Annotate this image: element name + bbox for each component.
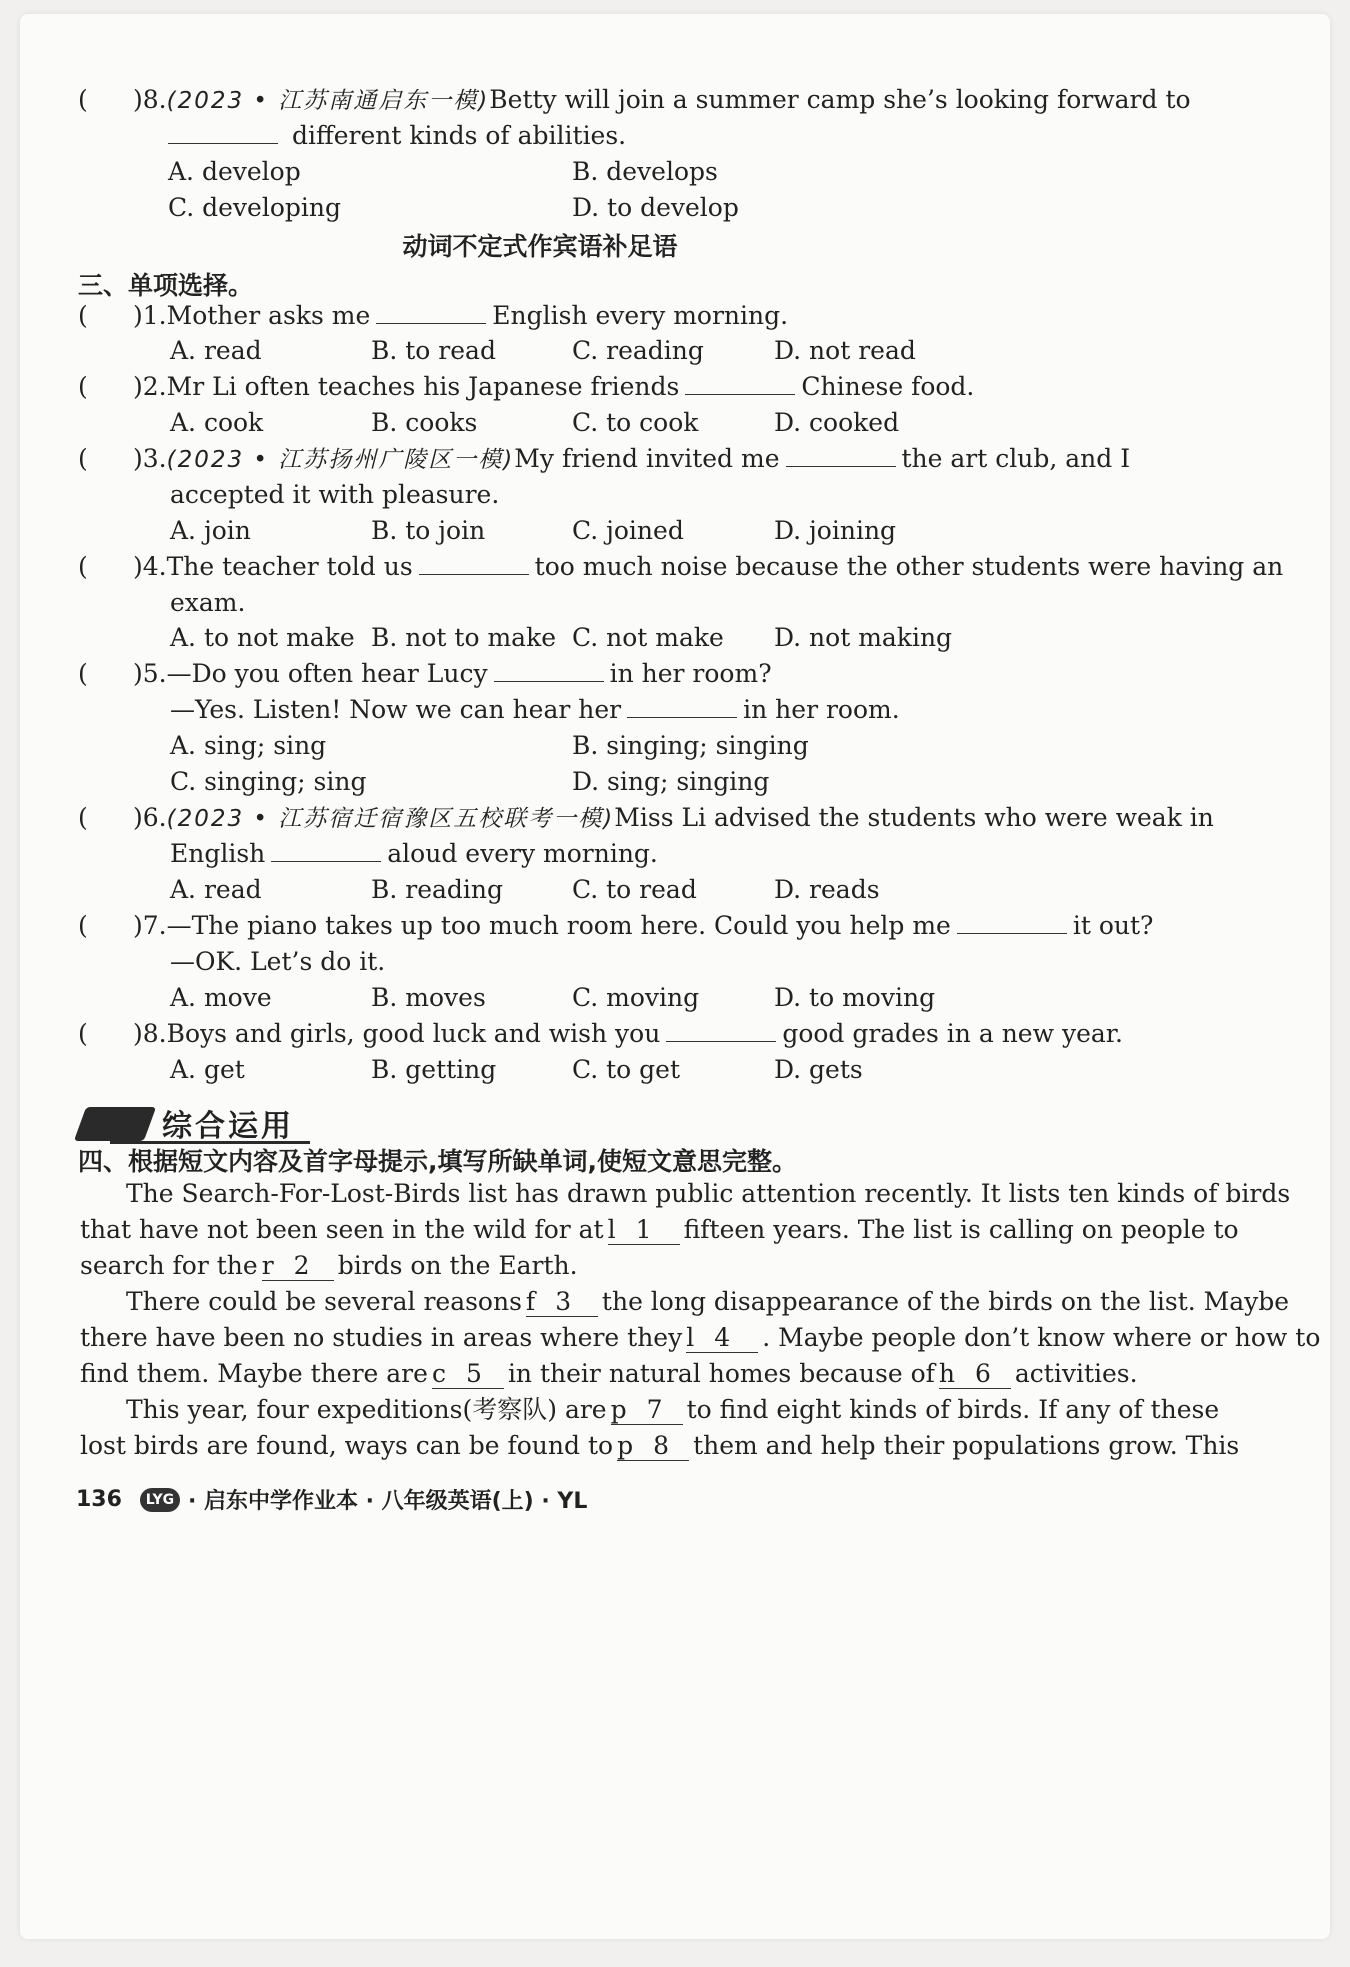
option-c[interactable]: C. not make — [572, 623, 724, 652]
answer-blank-3[interactable]: f 3 — [526, 1288, 598, 1317]
banner-shape — [74, 1107, 156, 1141]
answer-blank-6[interactable]: h 6 — [939, 1360, 1011, 1389]
option-a[interactable]: A. cook — [170, 408, 264, 437]
answer-blank[interactable] — [168, 121, 278, 144]
question-2: )2.Mr Li often teaches his Japanese friends Chinese food. — [133, 372, 975, 401]
passage-p3-line2: lost birds are found, ways can be found to p 8 them and help their populations grow. This — [80, 1431, 1240, 1460]
answer-bracket[interactable]: ( — [78, 444, 88, 473]
question-4: )4.The teacher told us too much noise because the other students were having an — [133, 552, 1284, 581]
section-3-title: 三、单项选择。 — [78, 271, 254, 300]
question-8: )8.Boys and girls, good luck and wish you good grades in a new year. — [133, 1019, 1123, 1048]
option-a[interactable]: A. get — [170, 1055, 245, 1084]
question-3-line2: accepted it with pleasure. — [170, 480, 500, 509]
option-c[interactable]: C. developing — [168, 193, 341, 222]
answer-blank-1[interactable]: l 1 — [608, 1216, 680, 1245]
passage-p1-line2: that have not been seen in the wild for at l 1 fifteen years. The list is calling on people to — [80, 1215, 1239, 1244]
option-b[interactable]: B. to join — [371, 516, 486, 545]
option-a[interactable]: A. read — [170, 336, 262, 365]
answer-blank[interactable] — [376, 301, 486, 324]
question-7: )7.—The piano takes up too much room here. Could you help me it out? — [133, 911, 1154, 940]
option-b[interactable]: B. develops — [572, 157, 718, 186]
option-d[interactable]: D. to develop — [572, 193, 739, 222]
answer-blank[interactable] — [786, 444, 896, 467]
publisher-logo: LYG — [140, 1488, 180, 1512]
answer-blank[interactable] — [494, 659, 604, 682]
option-c[interactable]: C. to get — [572, 1055, 681, 1084]
question-source: (2023 • 江苏扬州广陵区一模) — [166, 447, 515, 473]
option-c[interactable]: C. joined — [572, 516, 684, 545]
question-6-line2: English aloud every morning. — [170, 839, 658, 868]
option-a[interactable]: A. sing; sing — [170, 731, 327, 760]
option-c[interactable]: C. singing; sing — [170, 767, 367, 796]
option-d[interactable]: D. joining — [774, 516, 897, 545]
option-d[interactable]: D. not making — [774, 623, 953, 652]
passage-p2-line2: there have been no studies in areas where they l 4 . Maybe people don’t know where or how to — [80, 1323, 1321, 1352]
answer-bracket[interactable]: ( — [78, 85, 88, 114]
page-number: 136 — [76, 1487, 122, 1512]
answer-blank-4[interactable]: l 4 — [686, 1324, 758, 1353]
question-7-line2: —OK. Let’s do it. — [170, 947, 386, 976]
section-4-title: 四、根据短文内容及首字母提示,填写所缺单词,使短文意思完整。 — [78, 1147, 797, 1176]
option-b[interactable]: B. getting — [371, 1055, 497, 1084]
answer-bracket[interactable]: ( — [78, 1019, 88, 1048]
option-d[interactable]: D. reads — [774, 875, 880, 904]
answer-blank[interactable] — [666, 1019, 776, 1042]
answer-bracket[interactable]: ( — [78, 372, 88, 401]
question-prev-8-line2: different kinds of abilities. — [168, 120, 626, 152]
question-prev-8: )8.(2023 • 江苏南通启东一模)Betty will join a summer camp she’s looking forward to — [133, 85, 1191, 114]
option-b[interactable]: B. to read — [371, 336, 496, 365]
footer-text: · 启东中学作业本 · 八年级英语(上) · YL — [187, 1489, 588, 1514]
passage-p3-line1: This year, four expeditions(考察队) are p 7 to find eight kinds of birds. If any of these — [126, 1395, 1220, 1424]
option-c[interactable]: C. to cook — [572, 408, 699, 437]
answer-blank-8[interactable]: p 8 — [617, 1432, 689, 1461]
answer-blank-7[interactable]: p 7 — [611, 1396, 683, 1425]
question-5-line2: —Yes. Listen! Now we can hear her in her room. — [170, 695, 900, 724]
passage-p1-line3: search for the r 2 birds on the Earth. — [80, 1251, 578, 1280]
topic-title: 动词不定式作宾语补足语 — [402, 232, 678, 261]
answer-bracket[interactable]: ( — [78, 552, 88, 581]
question-source: (2023 • 江苏南通启东一模) — [166, 88, 490, 114]
answer-bracket[interactable]: ( — [78, 911, 88, 940]
option-a[interactable]: A. read — [170, 875, 262, 904]
option-b[interactable]: B. cooks — [371, 408, 478, 437]
answer-bracket[interactable]: ( — [78, 803, 88, 832]
option-d[interactable]: D. cooked — [774, 408, 900, 437]
answer-blank[interactable] — [627, 695, 737, 718]
option-a[interactable]: A. develop — [168, 157, 301, 186]
option-b[interactable]: B. singing; singing — [572, 731, 809, 760]
option-c[interactable]: C. reading — [572, 336, 704, 365]
question-1: )1.Mother asks me English every morning. — [133, 301, 789, 330]
option-d[interactable]: D. gets — [774, 1055, 863, 1084]
banner-title: 综合运用 — [162, 1109, 294, 1144]
option-a[interactable]: A. move — [170, 983, 272, 1012]
option-d[interactable]: D. to moving — [774, 983, 936, 1012]
passage-p2-line3: find them. Maybe there are c 5 in their natural homes because of h 6 activities. — [80, 1359, 1138, 1388]
answer-blank[interactable] — [419, 552, 529, 575]
option-b[interactable]: B. reading — [371, 875, 504, 904]
question-source: (2023 • 江苏宿迁宿豫区五校联考一模) — [166, 806, 615, 832]
option-a[interactable]: A. to not make — [170, 623, 355, 652]
question-6: )6.(2023 • 江苏宿迁宿豫区五校联考一模)Miss Li advised the students who were weak in — [133, 803, 1214, 832]
page-footer — [76, 1484, 587, 1515]
option-c[interactable]: C. moving — [572, 983, 700, 1012]
answer-blank[interactable] — [271, 839, 381, 862]
passage-p1-line1: The Search-For-Lost-Birds list has drawn public attention recently. It lists ten kinds of birds — [126, 1179, 1291, 1208]
option-b[interactable]: B. moves — [371, 983, 486, 1012]
answer-blank-2[interactable]: r 2 — [262, 1252, 334, 1281]
answer-bracket[interactable]: ( — [78, 659, 88, 688]
section-banner — [80, 1099, 310, 1147]
passage-p2-line1: There could be several reasons f 3 the long disappearance of the birds on the list. Maybe — [126, 1287, 1290, 1316]
answer-bracket[interactable]: ( — [78, 301, 88, 330]
question-3: )3.(2023 • 江苏扬州广陵区一模)My friend invited me the art club, and I — [133, 444, 1131, 473]
option-b[interactable]: B. not to make — [371, 623, 557, 652]
question-5: )5.—Do you often hear Lucy in her room? — [133, 659, 772, 688]
option-d[interactable]: D. not read — [774, 336, 916, 365]
worksheet-page — [20, 14, 1330, 1939]
answer-blank-5[interactable]: c 5 — [432, 1360, 504, 1389]
option-d[interactable]: D. sing; singing — [572, 767, 770, 796]
option-c[interactable]: C. to read — [572, 875, 697, 904]
question-4-line2: exam. — [170, 588, 246, 617]
option-a[interactable]: A. join — [170, 516, 251, 545]
answer-blank[interactable] — [685, 372, 795, 395]
answer-blank[interactable] — [957, 911, 1067, 934]
